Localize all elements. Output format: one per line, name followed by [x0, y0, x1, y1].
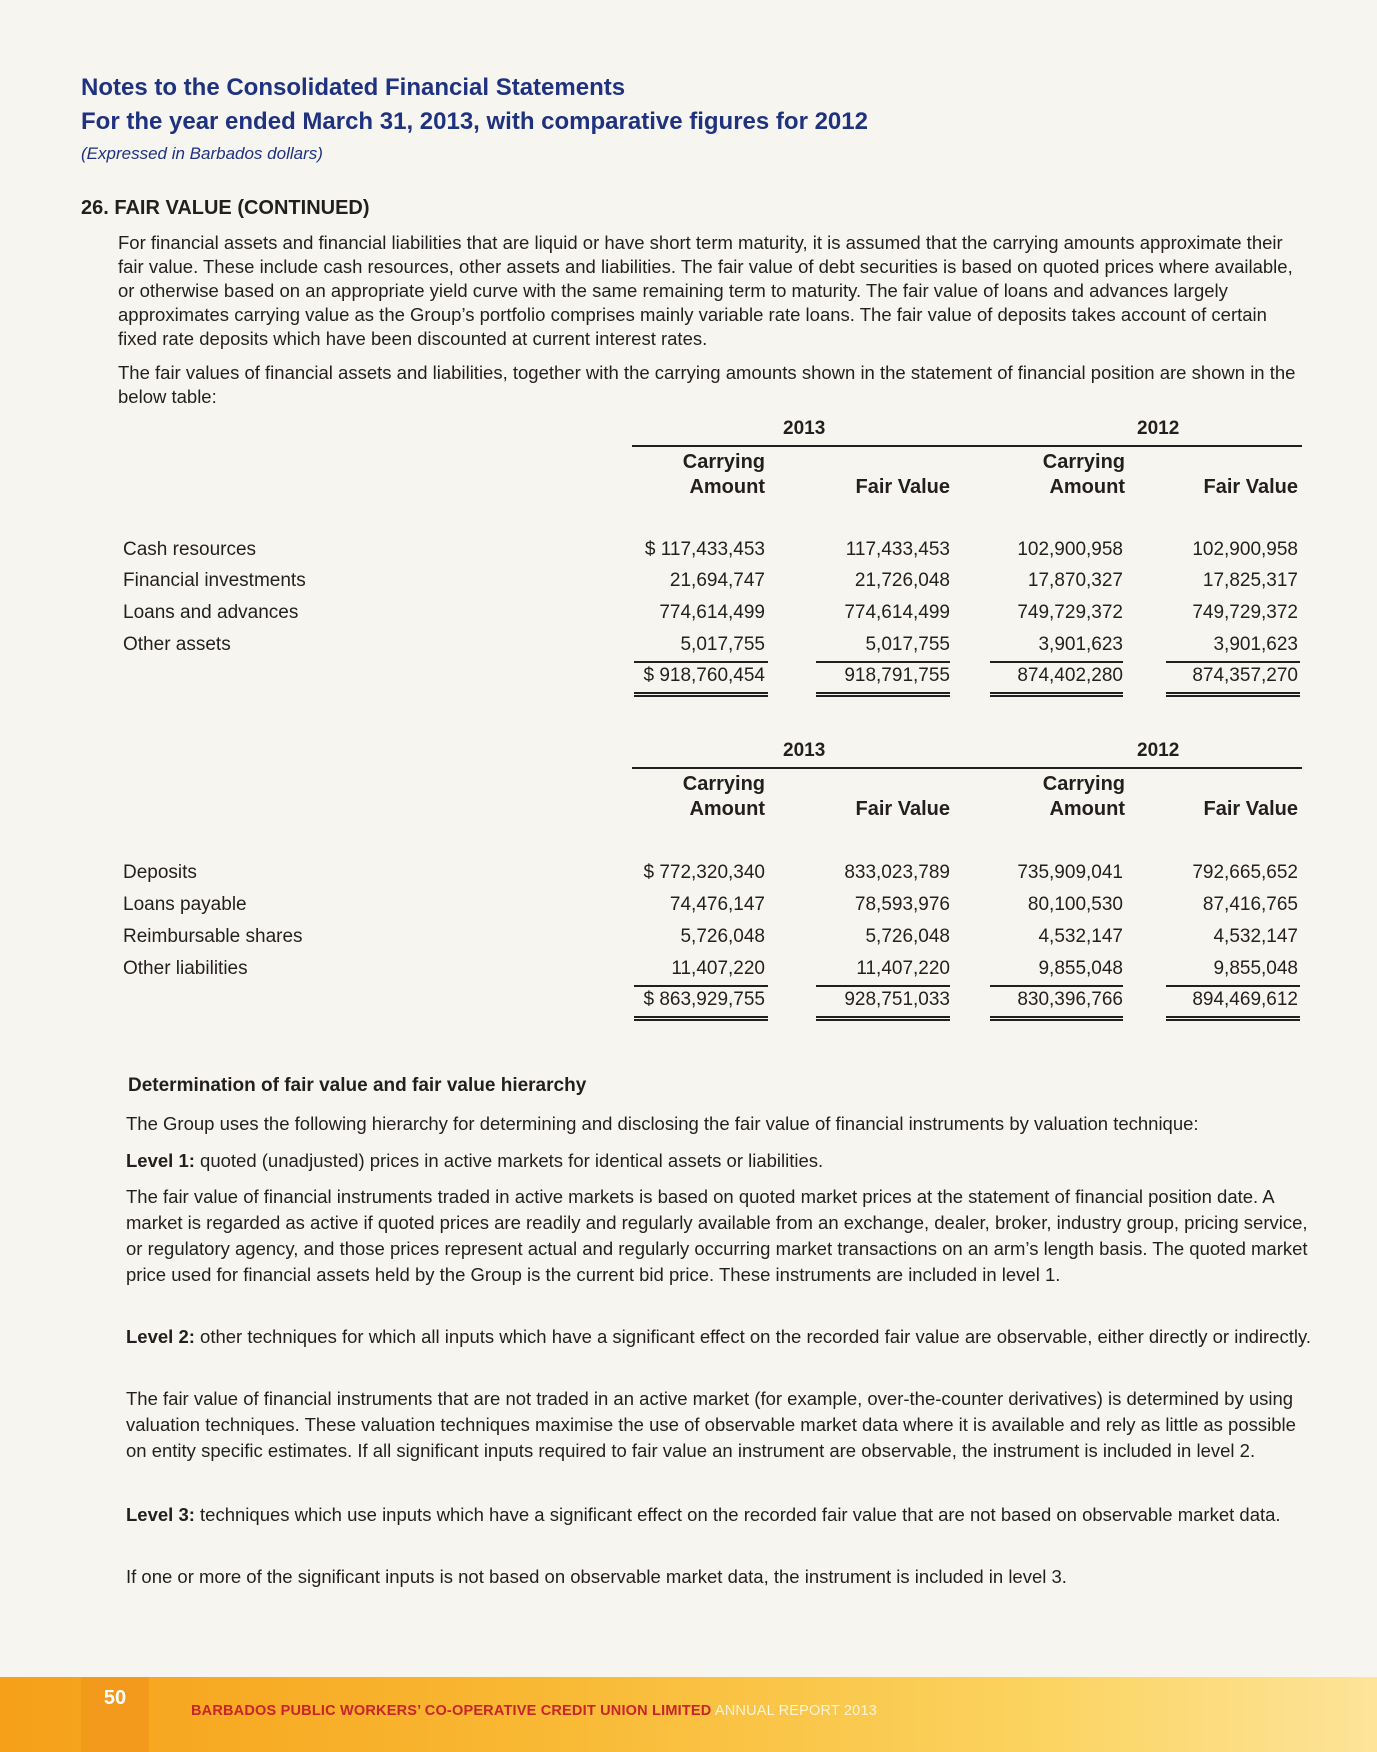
level1-definition [126, 1148, 1316, 1174]
level1-text: quoted (unadjusted) prices in active markets for identical assets or liabilities. [194, 1150, 824, 1171]
footer-text [191, 1703, 877, 1719]
total-carrying-2012: 830,396,766 [1017, 989, 1123, 1010]
level3-text: techniques which use inputs which have a significant effect on the recorded fair value that are not based on observable market data. [194, 1504, 1281, 1525]
row-label: Financial investments [123, 570, 306, 591]
fair-value-2012-value: 17,825,317 [1202, 570, 1298, 591]
carrying-heading-line1: Carrying [682, 451, 765, 473]
level2-definition [126, 1324, 1316, 1350]
level3-detail: If one or more of the significant inputs is not based on observable market data, the instrument is included in level 3. [126, 1566, 1067, 1587]
total-double-rule [1166, 1016, 1300, 1021]
carrying-heading-line1: Carrying [682, 773, 765, 795]
year-heading-rule [632, 767, 1302, 769]
fair-value-2013-value: 117,433,453 [845, 539, 950, 560]
fair-value-2012-heading: Fair Value [1203, 798, 1298, 820]
carrying-2012-value: 749,729,372 [1017, 602, 1123, 623]
fair-value-2012-value: 792,665,652 [1192, 862, 1298, 883]
page-number: 50 [103, 1687, 127, 1709]
carrying-heading-line2: Amount [689, 476, 765, 498]
level3-definition [126, 1502, 1316, 1528]
fair-value-2013-value: 5,017,755 [865, 634, 950, 655]
table-intro-paragraph: The fair values of financial assets and liabilities, together with the carrying amounts shown in the statement of financial position are shown in the below table: [118, 362, 1296, 407]
carrying-2012-value: 9,855,048 [1038, 958, 1123, 979]
level2-label: Level 2: [126, 1326, 195, 1347]
page-title: Notes to the Consolidated Financial Statements [81, 74, 626, 101]
total-double-rule [816, 1016, 950, 1021]
carrying-heading-line2: Amount [1049, 476, 1125, 498]
carrying-2012-value: 3,901,623 [1038, 634, 1123, 655]
level1-detail: The fair value of financial instruments traded in active markets is based on quoted market prices at the statement of financial position date. A market is regarded as active if quoted prices are readily and regularly available from an exchange, dealer, broker, industry group, pricing service, or regulatory agency, and those prices represent actual and regularly occurring market transactions on an arm’s length basis. The quoted market price used for financial assets held by the Group is the current bid price. These instruments are included in level 1. [126, 1186, 1308, 1285]
footer-org-name: BARBADOS PUBLIC WORKERS’ CO-OPERATIVE CREDIT UNION LIMITED [191, 1703, 712, 1719]
year-2012-heading: 2012 [1137, 740, 1180, 761]
hierarchy-heading: Determination of fair value and fair value hierarchy [128, 1075, 587, 1096]
subtotal-rule [634, 985, 768, 987]
subtotal-rule [990, 985, 1123, 987]
fair-value-2013-value: 21,726,048 [854, 570, 950, 591]
carrying-2013-value: 74,476,147 [669, 894, 765, 915]
fair-value-2013-heading: Fair Value [855, 476, 950, 498]
footer-report-name: ANNUAL REPORT 2013 [711, 1703, 877, 1719]
row-label: Other assets [123, 634, 231, 655]
fair-value-2013-value: 11,407,220 [856, 958, 950, 979]
year-2012-heading: 2012 [1137, 418, 1180, 439]
total-double-rule [634, 1016, 768, 1021]
total-double-rule [990, 1016, 1123, 1021]
currency-note: (Expressed in Barbados dollars) [81, 144, 323, 163]
subtotal-rule [990, 661, 1123, 663]
fair-value-2013-value: 774,614,499 [844, 602, 950, 623]
fair-value-2013-heading: Fair Value [855, 798, 950, 820]
carrying-2013-value: 11,407,220 [671, 958, 765, 979]
section-title: 26. FAIR VALUE (CONTINUED) [81, 197, 370, 219]
row-label: Loans and advances [123, 602, 299, 623]
row-label: Other liabilities [123, 958, 248, 979]
fair-value-2012-value: 87,416,765 [1202, 894, 1298, 915]
year-2013-heading: 2013 [783, 418, 826, 439]
total-carrying-2012: 874,402,280 [1017, 665, 1123, 686]
total-double-rule [816, 692, 950, 697]
carrying-2012-value: 80,100,530 [1027, 894, 1123, 915]
carrying-amount-2012-heading [980, 450, 1125, 500]
carrying-2013-value: $ 772,320,340 [643, 862, 765, 883]
carrying-amount-2012-heading [980, 772, 1125, 822]
total-double-rule [1166, 692, 1300, 697]
carrying-heading-line2: Amount [689, 798, 765, 820]
carrying-amount-2013-heading [620, 772, 765, 822]
fair-value-2012-value: 3,901,623 [1213, 634, 1298, 655]
total-carrying-2013: $ 918,760,454 [643, 665, 765, 686]
total-double-rule [634, 692, 768, 697]
page-subtitle: For the year ended March 31, 2013, with comparative figures for 2012 [81, 108, 868, 135]
level1-label: Level 1: [126, 1150, 195, 1171]
level3-label: Level 3: [126, 1504, 195, 1525]
fair-value-2012-heading: Fair Value [1203, 476, 1298, 498]
total-fair-value-2012: 874,357,270 [1192, 665, 1298, 686]
carrying-2013-value: 5,017,755 [680, 634, 765, 655]
year-2013-heading: 2013 [783, 740, 826, 761]
carrying-2012-value: 735,909,041 [1017, 862, 1123, 883]
carrying-heading-line2: Amount [1049, 798, 1125, 820]
total-fair-value-2013: 928,751,033 [844, 989, 950, 1010]
row-label: Loans payable [123, 894, 247, 915]
hierarchy-intro: The Group uses the following hierarchy for determining and disclosing the fair value of financial instruments by valuation technique: [126, 1113, 1199, 1134]
fair-value-2012-value: 9,855,048 [1213, 958, 1298, 979]
row-label: Reimbursable shares [123, 926, 303, 947]
carrying-2012-value: 17,870,327 [1027, 570, 1123, 591]
subtotal-rule [1166, 985, 1300, 987]
fair-value-2012-value: 102,900,958 [1192, 539, 1298, 560]
subtotal-rule [634, 661, 768, 663]
carrying-amount-2013-heading [620, 450, 765, 500]
carrying-2012-value: 102,900,958 [1017, 539, 1123, 560]
fair-value-2012-value: 4,532,147 [1213, 926, 1298, 947]
carrying-2013-value: 5,726,048 [680, 926, 765, 947]
row-label: Deposits [123, 862, 197, 883]
subtotal-rule [1166, 661, 1300, 663]
level2-text: other techniques for which all inputs which have a significant effect on the recorded fair value are observable, either directly or indirectly. [194, 1326, 1311, 1347]
subtotal-rule [816, 985, 950, 987]
level2-detail: The fair value of financial instruments that are not traded in an active market (for example, over-the-counter derivatives) is determined by using valuation techniques. These valuation techniques maximise the use of observable market data where it is available and rely as little as possible on entity specific estimates. If all significant inputs required to fair value an instrument are observable, the instrument is included in level 2. [126, 1388, 1296, 1461]
fair-value-2013-value: 833,023,789 [844, 862, 950, 883]
carrying-2013-value: 774,614,499 [659, 602, 765, 623]
total-fair-value-2013: 918,791,755 [844, 665, 950, 686]
total-carrying-2013: $ 863,929,755 [643, 989, 765, 1010]
row-label: Cash resources [123, 539, 257, 560]
total-double-rule [990, 692, 1123, 697]
carrying-2012-value: 4,532,147 [1038, 926, 1123, 947]
fair-value-2013-value: 5,726,048 [865, 926, 950, 947]
fair-value-2012-value: 749,729,372 [1192, 602, 1298, 623]
fair-value-2013-value: 78,593,976 [854, 894, 950, 915]
carrying-heading-line1: Carrying [1042, 451, 1125, 473]
carrying-2013-value: 21,694,747 [669, 570, 765, 591]
carrying-2013-value: $ 117,433,453 [644, 539, 765, 560]
intro-paragraph: For financial assets and financial liabilities that are liquid or have short term maturity, it is assumed that the carrying amounts approximate their fair value. These include cash resources, other assets and liabilities. The fair value of debt securities is based on quoted prices where available, or otherwise based on an appropriate yield curve with the same remaining term to maturity. The fair value of loans and advances largely approximates carrying value as the Group’s portfolio comprises mainly variable rate loans. The fair value of deposits takes account of certain fixed rate deposits which have been discounted at current interest rates. [118, 232, 1293, 349]
carrying-heading-line1: Carrying [1042, 773, 1125, 795]
year-heading-rule [632, 445, 1302, 447]
total-fair-value-2012: 894,469,612 [1192, 989, 1298, 1010]
subtotal-rule [816, 661, 950, 663]
page-header [81, 72, 868, 164]
